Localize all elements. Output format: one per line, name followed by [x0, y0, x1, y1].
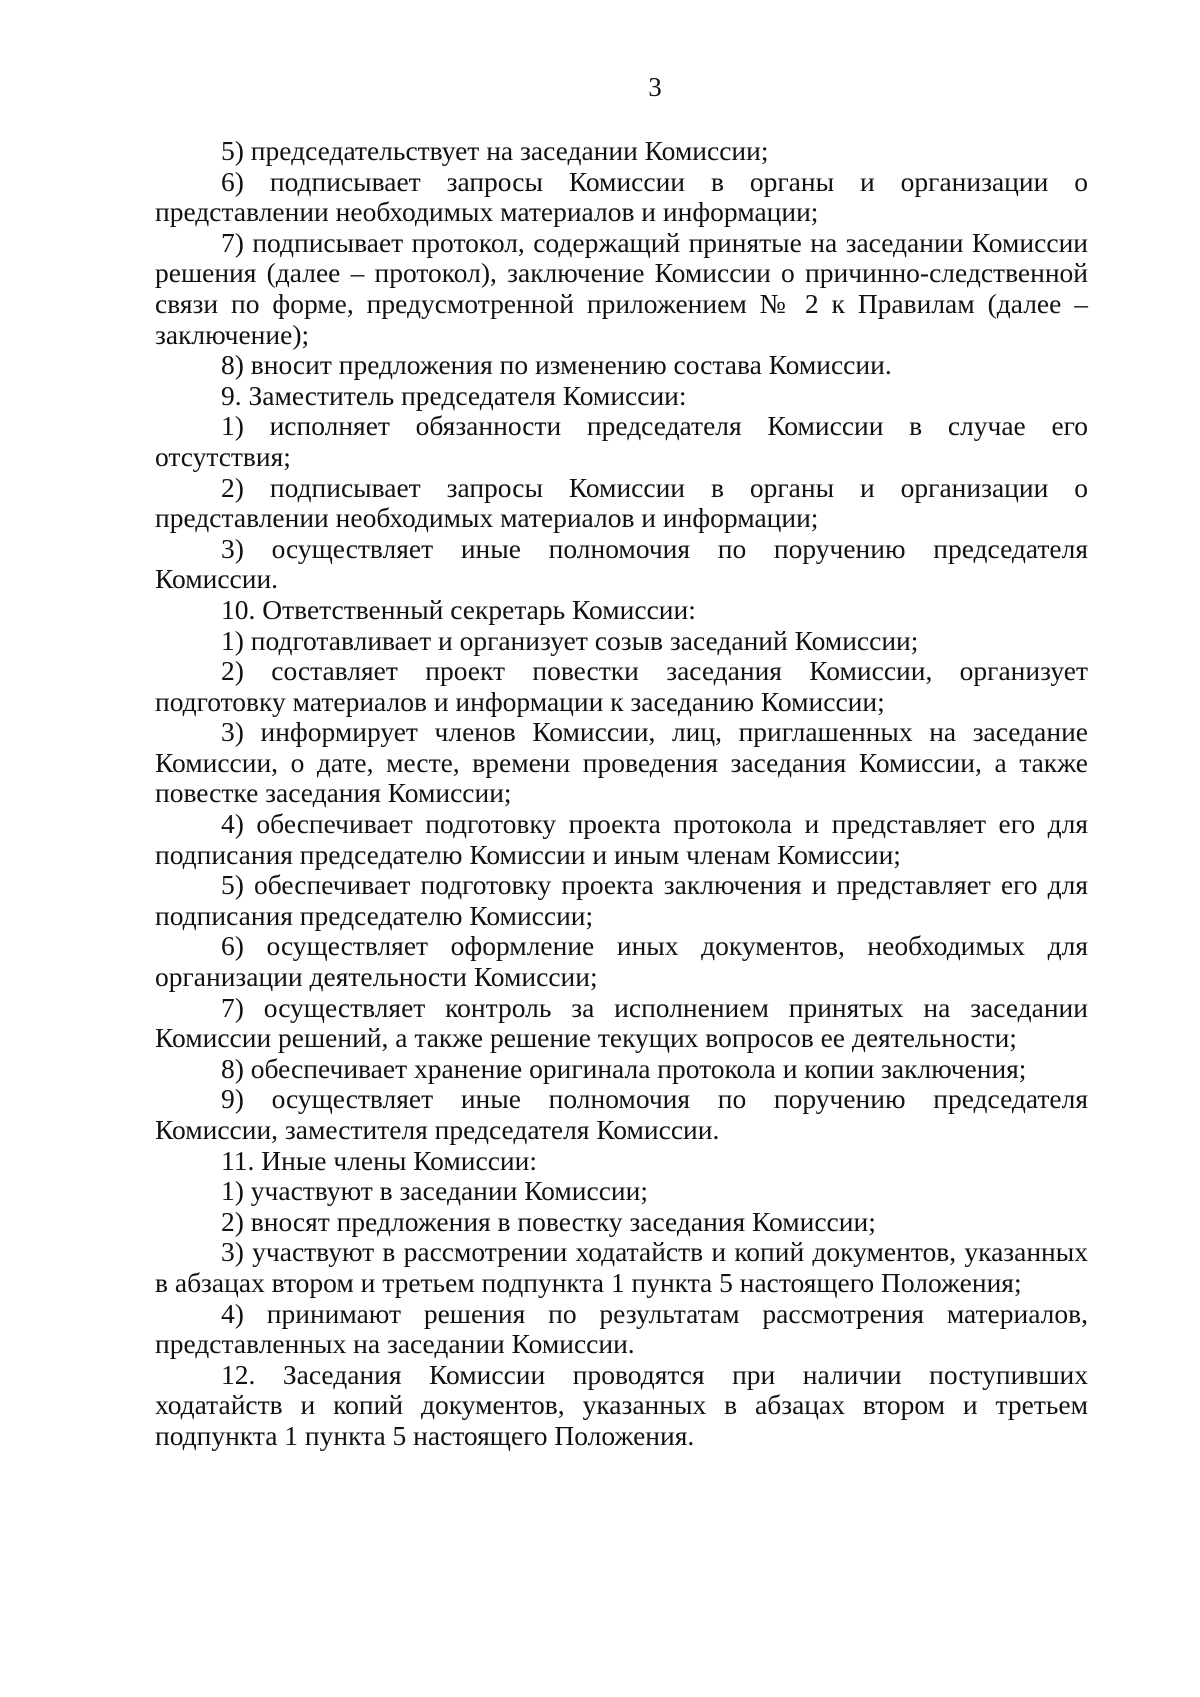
section-11-heading: 11. Иные члены Комиссии:: [221, 1144, 537, 1176]
paragraph-10-2: 2) составляет проект повестки заседания Комиссии, организует подготовку материалов и информации к заседанию Комиссии;: [155, 655, 1088, 717]
paragraph-10-7: 7) осуществляет контроль за исполнением принятых на заседании Комиссии решений, а также решение текущих вопросов ее деятельности;: [155, 991, 1088, 1054]
paragraph-10-1: 1) подготавливает и организует созыв заседаний Комиссии;: [221, 624, 919, 656]
paragraph-9-1: 1) исполняет обязанности председателя Комиссии в случае его отсутствия;: [155, 410, 1088, 472]
section-10-heading: 10. Ответственный секретарь Комиссии:: [221, 593, 696, 625]
paragraph-10-9: 9) осуществляет иные полномочия по поручению председателя Комиссии, заместителя председателя Комиссии.: [155, 1083, 1088, 1145]
paragraph-11-2: 2) вносят предложения в повестку заседания Комиссии;: [221, 1205, 876, 1237]
paragraph-10-3: 3) информирует членов Комиссии, лиц, приглашенных на заседание Комиссии, о дате, месте, времени проведения заседания Комиссии, а также повестке заседания Комиссии;: [155, 716, 1088, 809]
paragraph-6-chair-signs-requests: 6) подписывает запросы Комиссии в органы и организации о представлении необходимых материалов и информации;: [155, 165, 1088, 228]
section-9-heading: 9. Заместитель председателя Комиссии:: [221, 379, 687, 411]
paragraph-11-1: 1) участвуют в заседании Комиссии;: [221, 1175, 649, 1207]
paragraph-5-chair-presides: 5) председательствует на заседании Комиссии;: [221, 135, 769, 166]
paragraph-9-2: 2) подписывает запросы Комиссии в органы и организации о представлении необходимых материалов и информации;: [155, 471, 1088, 534]
section-12-paragraph: 12. Заседания Комиссии проводятся при наличии поступивших ходатайств и копий документов, указанных в абзацах втором и третьем подпункта 1 пункта 5 настоящего Положения.: [155, 1358, 1088, 1451]
paragraph-10-6: 6) осуществляет оформление иных документов, необходимых для организации деятельности Комиссии;: [155, 930, 1088, 993]
paragraph-7-chair-signs-protocol: 7) подписывает протокол, содержащий принятые на заседании Комиссии решения (далее – протокол), заключение Комиссии о причинно-следственной связи по форме, предусмотренной приложением № 2 к Правилам (далее – заключение);: [155, 226, 1088, 350]
paragraph-10-5: 5) обеспечивает подготовку проекта заключения и представляет его для подписания председателю Комиссии;: [155, 869, 1088, 931]
paragraph-11-3: 3) участвуют в рассмотрении ходатайств и копий документов, указанных в абзацах втором и третьем подпункта 1 пункта 5 настоящего Положения;: [155, 1236, 1088, 1298]
page-number: 3: [648, 72, 662, 102]
paragraph-10-8: 8) обеспечивает хранение оригинала протокола и копии заключения;: [221, 1052, 1027, 1084]
paragraph-10-4: 4) обеспечивает подготовку проекта протокола и представляет его для подписания председателю Комиссии и иным членам Комиссии;: [155, 808, 1088, 870]
paragraph-9-3: 3) осуществляет иные полномочия по поручению председателя Комиссии.: [155, 532, 1088, 595]
paragraph-11-4: 4) принимают решения по результатам рассмотрения материалов, представленных на заседании Комиссии.: [155, 1297, 1088, 1360]
paragraph-8-chair-proposals: 8) вносит предложения по изменению состава Комиссии.: [221, 349, 892, 381]
document-body: [155, 136, 1088, 1452]
